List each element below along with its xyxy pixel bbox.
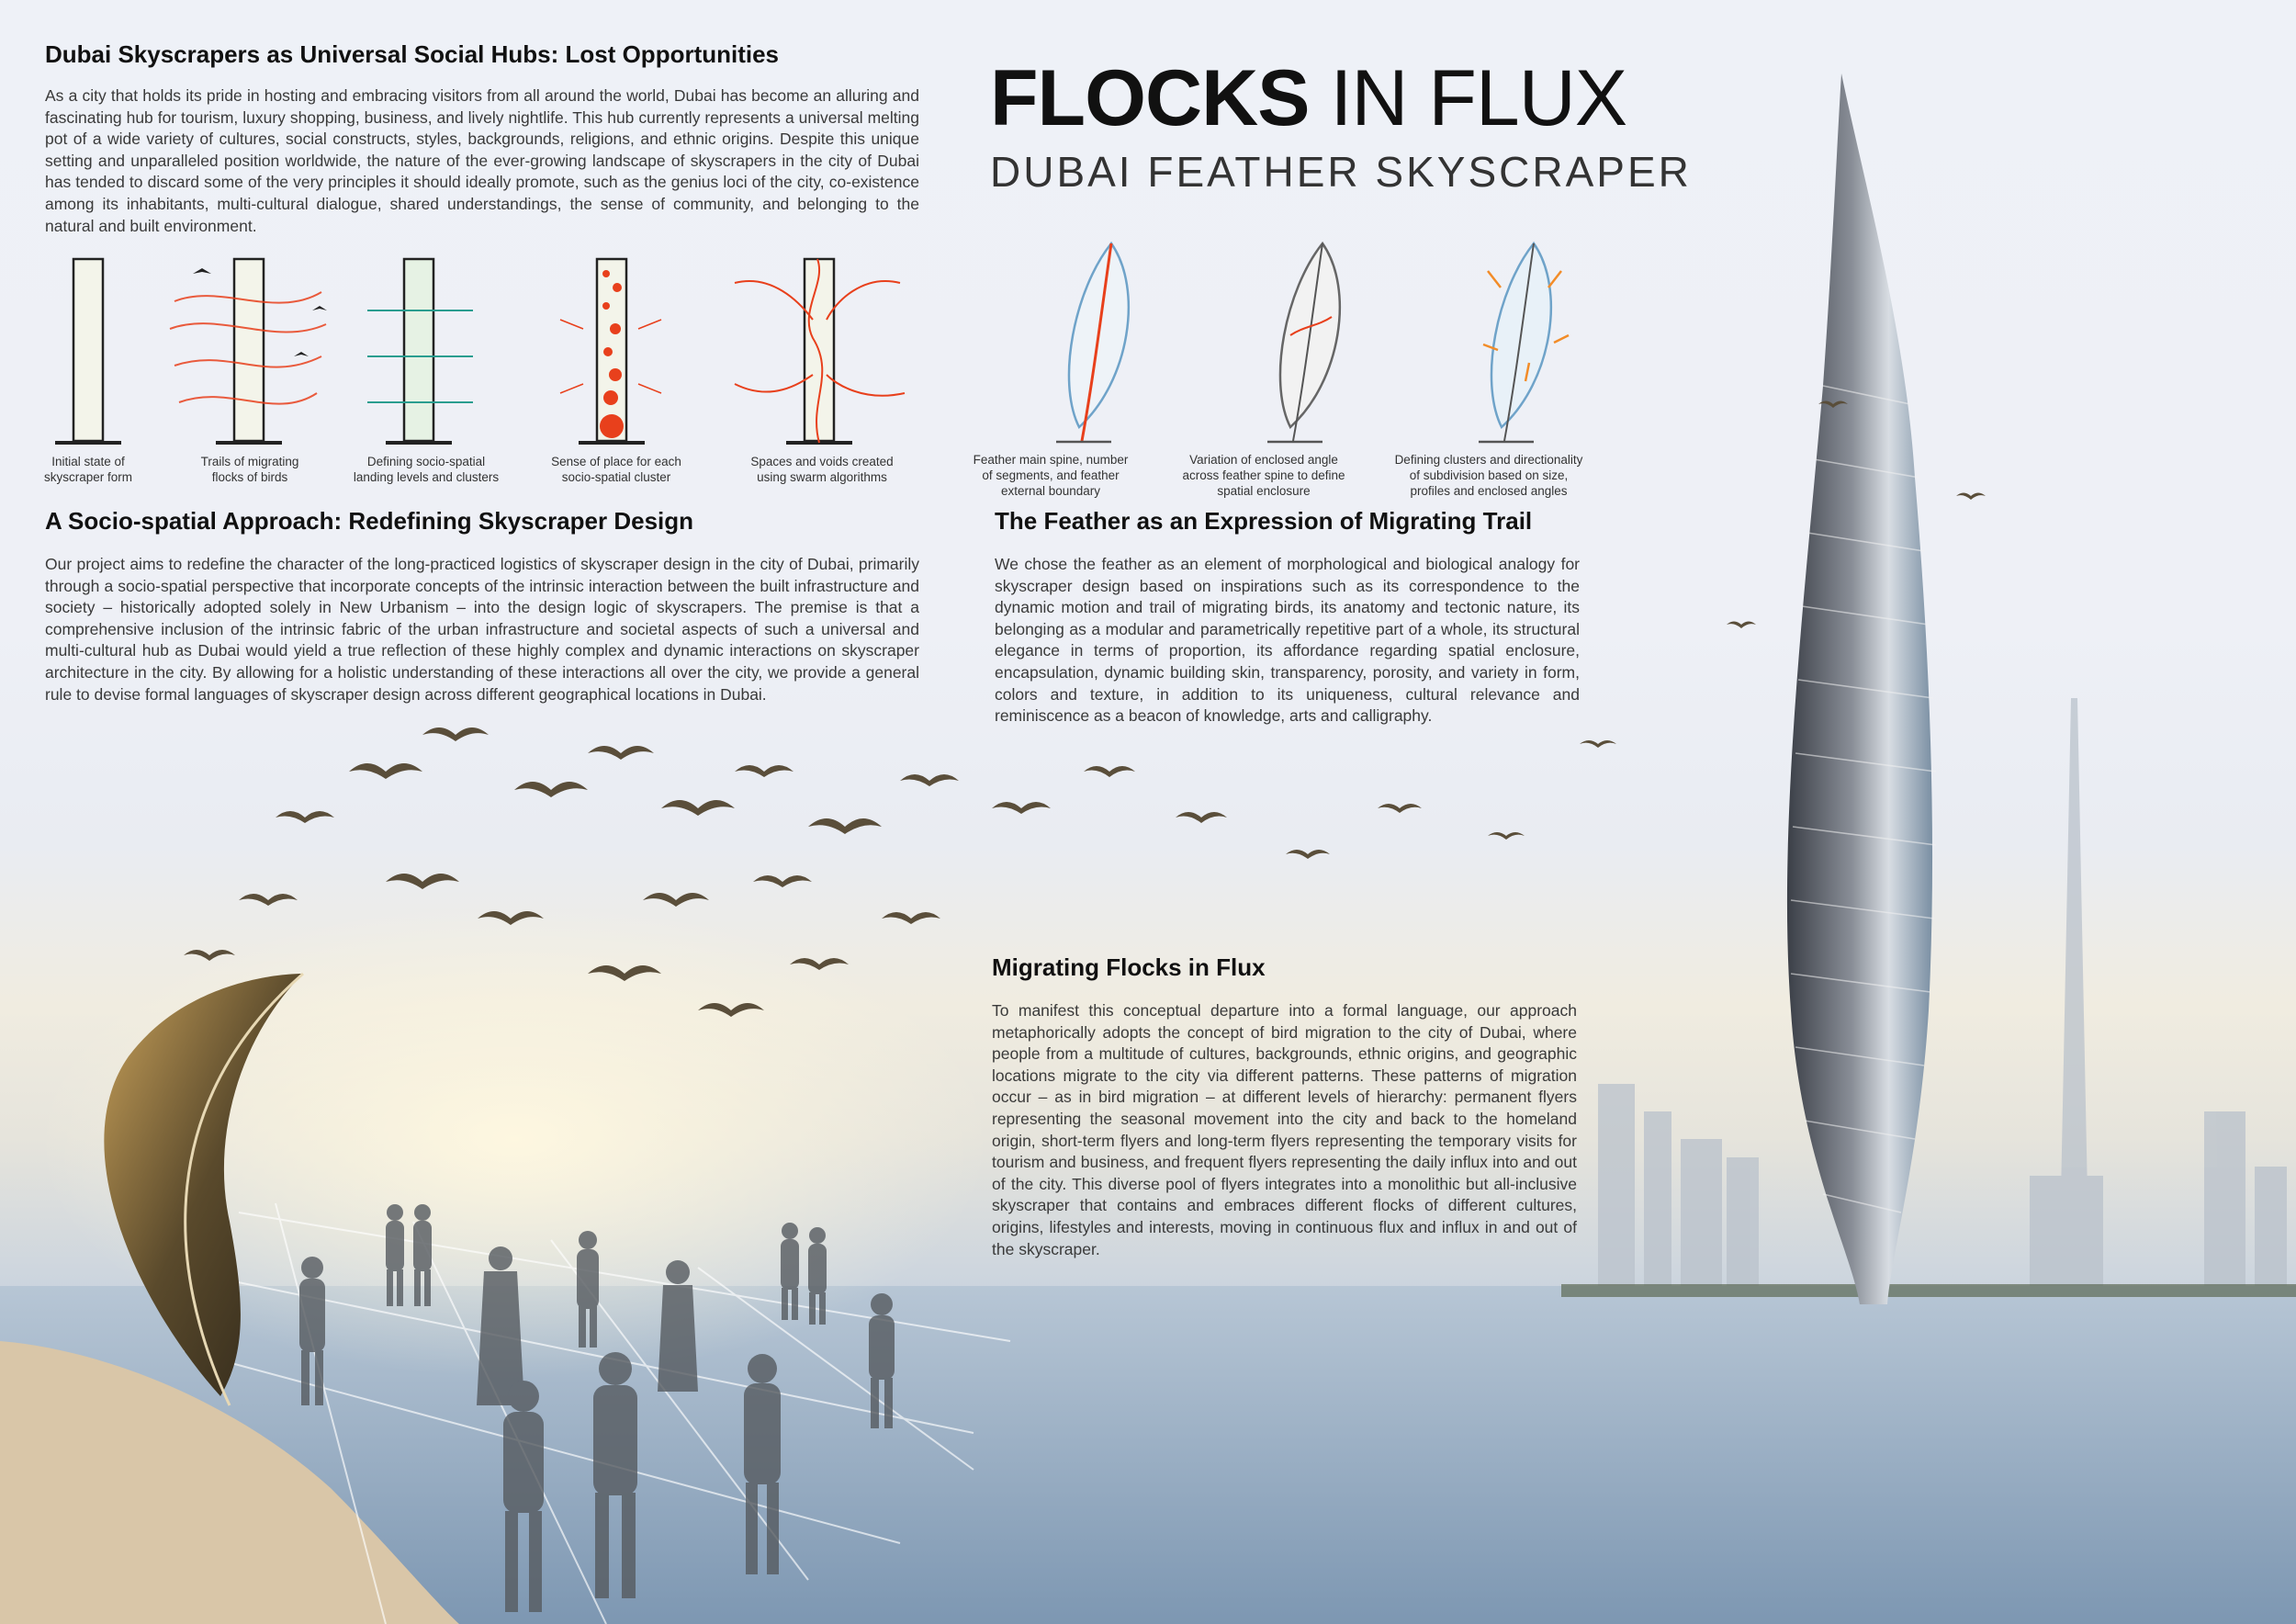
section-heading: A Socio-spatial Approach: Redefining Skyscraper Design — [45, 507, 694, 535]
shoreline — [1561, 1284, 2296, 1297]
section-heading: Dubai Skyscrapers as Universal Social Hubs: Lost Opportunities — [45, 40, 780, 68]
poster-subtitle: DUBAI FEATHER SKYSCRAPER — [990, 148, 1692, 196]
feather-caption-3 — [1383, 452, 1594, 499]
feather-sketch-spine — [1056, 243, 1129, 442]
caption-line: Sense of place for each — [551, 455, 681, 468]
section-feather-expression — [995, 507, 1580, 727]
caption-line: Defining socio-spatial — [366, 455, 486, 468]
diagram-spaces-voids — [735, 259, 905, 443]
section-heading: The Feather as an Expression of Migrating Trail — [995, 507, 1533, 535]
feather-sketch-angle — [1267, 243, 1340, 442]
diagram-caption-2 — [190, 454, 310, 485]
feather-skyscraper — [1787, 73, 1936, 1304]
section-body: As a city that holds its pride in hosting and embracing visitors from all around the world, Dubai has become an alluring and fascinating hub for tourism, luxury shopping, business, and lively nightlife. This hub currently represents a universal melting pot of a wide variety of cultures, social constructs, styles, backgrounds, religions, and ethnic origins. Despite this unique setting and unparalleled position worldwide, the nature of the ever-growing landscape of skyscrapers in the city of Dubai has tended to discard some of the very principles it should ideally promote, such as the genius loci of the city, co-existence among its inhabitants, multi-cultural dialogue, shared understandings, the sense of community, and belonging to the natural and built environment. — [45, 86, 919, 235]
caption-line: skyscraper form — [43, 470, 133, 484]
diagram-initial-state — [55, 259, 121, 443]
section-lost-opportunities — [45, 40, 919, 237]
diagram-caption-3 — [343, 454, 509, 485]
caption-line: Feather main spine, number — [973, 453, 1129, 467]
caption-line: external boundary — [1000, 484, 1101, 498]
diagram-caption-4 — [536, 454, 696, 485]
caption-line: Defining clusters and directionality — [1394, 453, 1583, 467]
diagram-bird-trails — [170, 259, 327, 443]
caption-line: socio-spatial cluster — [561, 470, 671, 484]
section-body: We chose the feather as an element of morphological and biological analogy for skyscraper design based on inspirations such as its correspondence to the dynamic motion and trail of migrating birds, its anatomy and tectonic nature, its belonging as a modular and parametrically repetitive part of a whole, its structural elegance in terms of proportion, its affordance regarding spatial enclosure, encapsulation, dynamic building skin, transparency, porosity, and variety in form, colors and texture, in addition to its uniqueness, cultural relevance and reminiscence as a beacon of knowledge, arts and calligraphy. — [995, 555, 1580, 726]
diagram-caption-1 — [31, 454, 145, 485]
poster-title — [990, 54, 1627, 142]
diagram-caption-5 — [735, 454, 909, 485]
caption-line: profiles and enclosed angles — [1410, 484, 1568, 498]
caption-line: Trails of migrating — [200, 455, 299, 468]
feather-caption-2 — [1172, 452, 1356, 499]
section-socio-spatial — [45, 507, 919, 705]
section-body: Our project aims to redefine the character of the long-practiced logistics of skyscraper design in the city of Dubai, primarily through a socio-spatial perspective that incorporate concepts of the intrinsic interaction between the built infrastructure and society – historically adopted solely in New Urbanism – into the design logic of skyscrapers. The premise is that a comprehensive inclusion of the intrinsic fabric of the urban infrastructure and societal aspects of such a universal and multi-cultural hub as Dubai would yield a true reflection of these highly complex and dynamic interactions on skyscraper architecture in the city. By allowing for a holistic understanding of these interactions all over the city, we provide a general rule to devise formal languages of skyscraper design across different geographical locations in Dubai. — [45, 555, 919, 704]
section-body: To manifest this conceptual departure into a formal language, our approach metaphorically adopts the concept of bird migration to the city of Dubai, where people from a multitude of cultures, backgrounds, ethnic origins, and geographic locations migrate to the city via different patterns. These patterns of migration occur – as in bird migration – at different levels of hierarchy: permanent flyers representing the seasonal movement into the city and back to the homeland origin, short-term flyers and long-term flyers representing the temporary visits for tourism and business, and frequent flyers representing the daily influx into and out of the city. This diverse pool of flyers integrates into a monolithic but all-inclusive skyscraper that contains and embraces different flocks of different cultures, origins, lifestyles and interests, moving in continuous flux and influx in and out of the skyscraper. — [992, 1001, 1577, 1258]
section-heading: Migrating Flocks in Flux — [992, 953, 1266, 981]
caption-line: using swarm algorithms — [757, 470, 887, 484]
diagram-sense-of-place — [560, 259, 661, 443]
caption-line: Initial state of — [51, 455, 125, 468]
caption-line: spatial enclosure — [1217, 484, 1311, 498]
distant-skyline — [1598, 698, 2287, 1286]
caption-line: across feather spine to define — [1182, 468, 1345, 482]
feather-sketches — [974, 234, 1616, 447]
feather-caption-1 — [961, 452, 1141, 499]
diagram-row — [37, 246, 918, 456]
caption-line: Spaces and voids created — [750, 455, 894, 468]
caption-line: of subdivision based on size, — [1409, 468, 1569, 482]
caption-line: landing levels and clusters — [353, 470, 500, 484]
caption-line: Variation of enclosed angle — [1189, 453, 1338, 467]
title-regular: IN FLUX — [1309, 54, 1627, 142]
caption-line: of segments, and feather — [982, 468, 1120, 482]
title-bold: FLOCKS — [990, 54, 1310, 142]
feather-sketch-clusters — [1479, 243, 1569, 442]
caption-line: flocks of birds — [211, 470, 288, 484]
diagram-landing-levels — [367, 259, 473, 443]
section-migrating-flocks — [992, 953, 1577, 1260]
